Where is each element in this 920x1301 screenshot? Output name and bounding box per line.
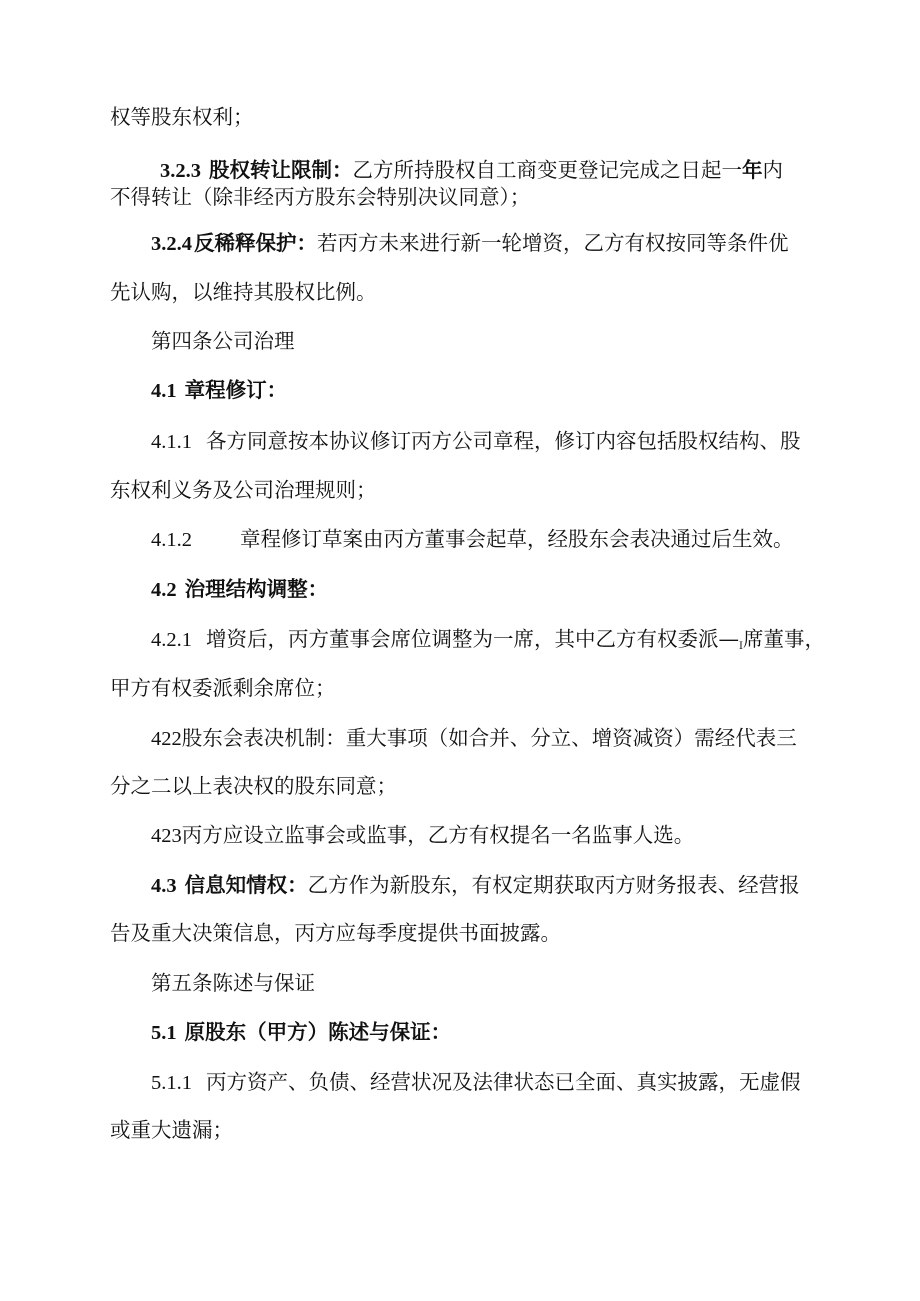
clause-4-2-3 [151,822,694,849]
text: 丙方资产、负债、经营状况及法律状态已全面、真实披露，无虚假 [206,1070,801,1094]
clause-4-1-2 [151,526,794,553]
clause-number: 4.1.1 [151,431,192,453]
article-heading [151,970,315,996]
paragraph-line [110,184,530,210]
paragraph-line [110,773,397,799]
clause-5-1-1 [151,1069,801,1096]
clause-3-2-4 [151,230,789,257]
text: 先认购，以维持其股权比例。 [110,280,377,304]
paragraph-line [110,675,336,701]
text: 丙方应设立监事会或监事，乙方有权提名一名监事人选。 [181,823,695,847]
clause-4-2-2 [151,725,797,752]
clause-4-1-1 [151,428,801,455]
text: 甲方有权委派剩余席位； [110,676,336,700]
section-4-1 [151,377,287,404]
section-number: 4.2 [151,579,177,601]
text: 乙方作为新股东，有权定期获取丙方财务报表、经营报 [307,873,800,897]
section-number: 5.1 [151,1022,177,1044]
article-heading [151,328,295,354]
clause-number: 422 [151,728,182,750]
text: 乙方所持股权自工商变更登记完成之日起一 [352,158,742,182]
text: 不得转让（除非经丙方股东会特别决议同意）； [110,185,531,209]
section-heading: 治理结构调整： [184,577,329,601]
text: 告及重大决策信息，丙方应每季度提供书面披露。 [110,921,561,945]
section-heading: 信息知情权： [184,873,308,897]
heading-text: 第五条陈述与保证 [151,971,315,995]
clause-heading: 反稀释保护： [194,231,317,255]
paragraph-line [110,279,377,305]
text-bold: 年 [742,158,763,182]
text: 章程修订草案由丙方董事会起草，经股东会表决通过后生效。 [240,527,794,551]
clause-number: 4.1.2 [151,529,192,551]
clause-number: 423 [151,825,182,847]
clause-number: 4.2.1 [151,629,192,651]
clause-number: 3.2.4 [151,233,192,255]
paragraph-line [110,920,561,946]
clause-3-2-3 [160,157,783,184]
text: 增资后，丙方董事会席位调整为一席，其中乙方有权委派— [206,627,739,651]
section-5-1 [151,1019,451,1046]
clause-number: 5.1.1 [151,1072,192,1094]
text: 各方同意按本协议修订丙方公司章程，修订内容包括股权结构、股 [206,429,801,453]
section-4-2 [151,576,328,603]
paragraph-line [110,1117,233,1143]
text: 权等股东权利； [110,105,254,129]
clause-number: 3.2.3 [160,160,201,182]
stray-mark: I [739,641,743,652]
clause-heading: 股权转让限制： [209,158,353,182]
section-number: 4.1 [151,380,177,402]
section-heading: 章程修订： [184,378,288,402]
section-heading: 原股东（甲方）陈述与保证： [184,1020,452,1044]
text: 席董事， [742,627,825,651]
text: 或重大遗漏； [110,1118,233,1142]
clause-4-2-1 [151,626,825,660]
paragraph-line [110,104,254,130]
text: 股东会表决机制：重大事项（如合并、分立、增资减资）需经代表三 [181,726,797,750]
heading-text: 第四条公司治理 [151,329,295,353]
text: 东权利义务及公司治理规则； [110,478,377,502]
text: 内 [762,158,783,182]
text: 若丙方未来进行新一轮增资，乙方有权按同等条件优 [317,231,789,255]
section-number: 4.3 [151,875,177,897]
section-4-3 [151,872,800,899]
text: 分之二以上表决权的股东同意； [110,774,397,798]
paragraph-line [110,477,377,503]
